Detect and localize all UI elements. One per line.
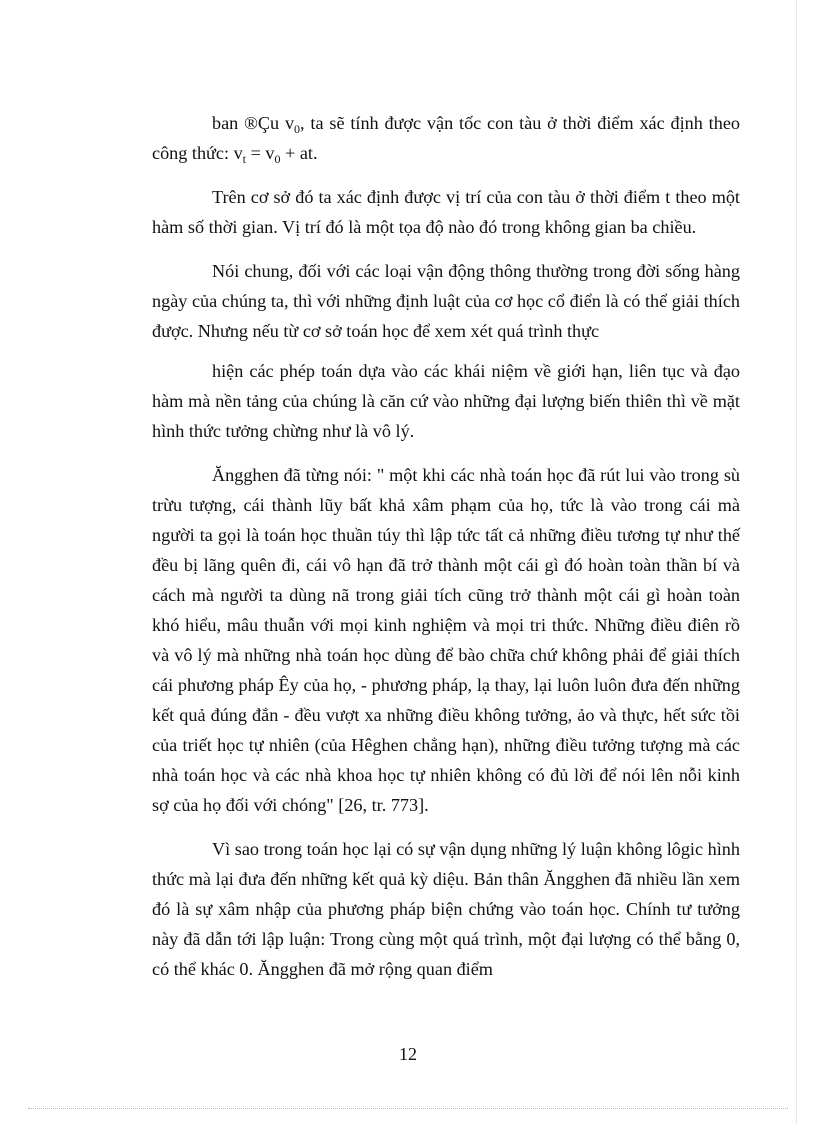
body-text	[152, 108, 740, 998]
paragraph-3: Nói chung, đối với các loại vận động thông thường trong đời sống hàng ngày của chúng ta, thì với những định luật của cơ học cổ điển là có thể giải thích được. Nhưng nếu từ cơ sở toán học để xem xét quá trình thực	[152, 261, 740, 341]
paragraph-6: Vì sao trong toán học lại có sự vận dụng những lý luận không lôgic hình thức mà lại đưa đến những kết quả kỳ diệu. Bản thân Ăngghen đã nhiều lần xem đó là sự xâm nhập của phương pháp biện chứng vào toán học. Chính tư tưởng này đã dẫn tới lập luận: Trong cùng một quá trình, một đại lượng có thể bằng 0, có thể khác 0. Ăngghen đã mở rộng quan điểm	[152, 839, 740, 979]
paragraph-2: Trên cơ sở đó ta xác định được vị trí của con tàu ở thời điểm t theo một hàm số thời gian. Vị trí đó là một tọa độ nào đó trong không gian ba chiều.	[152, 187, 740, 237]
right-margin-guide	[796, 0, 797, 1123]
paragraph-1: ban ®Çu $v_0$, ta sẽ tính được vận tốc con tàu ở thời điểm xác định theo công thức: $v_t = v_0$ + at.	[152, 113, 740, 166]
paragraph-5-quote: Ăngghen đã từng nói: " một khi các nhà toán học đã rút lui vào trong sù trừu tượng, cái thành lũy bất khả xâm phạm của họ, tức là vào trong cái mà người ta gọi là toán học thuần túy thì lập tức tất cả những điều tương tự như thế đều bị lãng quên đi, cái vô hạn đã trở thành một cái gì đó hoàn toàn thần bí và cách mà người ta dùng nã trong giải tích cũng trở thành một cái gì hoàn toàn khó hiểu, mâu thuẫn với mọi kinh nghiệm và mọi tri thức. Những điều điên rồ và vô lý mà những nhà toán học dùng để bào chữa chứ không phải để giải thích cái phương pháp Êy của họ, - phương pháp, lạ thay, lại luôn luôn đưa đến những kết quả đúng đắn - đều vượt xa những điều không tưởng, ảo và thực, hết sức tồi của triết học tự nhiên (của Hêghen chẳng hạn), những điều tưởng tượng mà các nhà toán học và các nhà khoa học tự nhiên không có đủ lời để nói lên nỗi kinh sợ của họ đối với chóng" [26, tr. 773].	[152, 465, 740, 815]
page-bottom-divider	[28, 1108, 788, 1109]
paragraph-4: hiện các phép toán dựa vào các khái niệm về giới hạn, liên tục và đạo hàm mà nền tảng của chúng là căn cứ vào những đại lượng biến thiên thì về mặt hình thức tưởng chừng như là vô lý.	[152, 361, 740, 441]
page-number: 12	[399, 1044, 417, 1064]
